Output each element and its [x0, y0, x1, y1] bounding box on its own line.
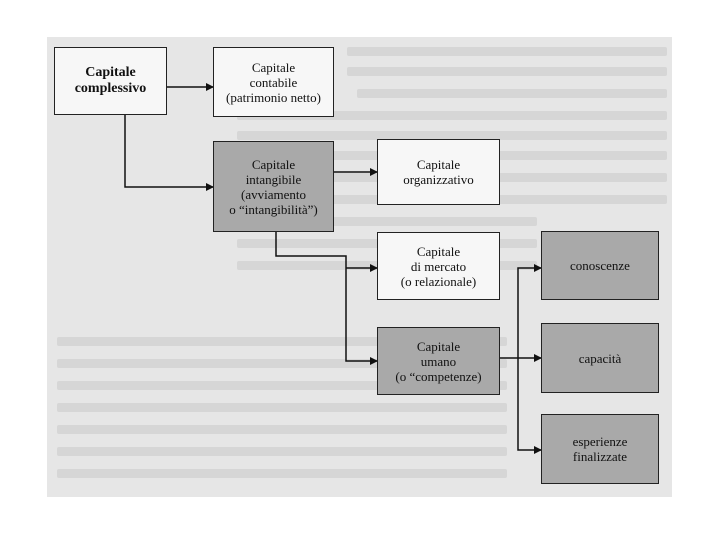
node-conoscenze: conoscenze [541, 231, 659, 300]
node-capitale-mercato: Capitale di mercato (o relazionale) [377, 232, 500, 300]
arrow-umano-esperienze [518, 358, 541, 450]
arrow-intangibile-umano [276, 232, 377, 361]
node-capitale-intangibile: Capitale intangibile (avviamento o “intangibilità”) [213, 141, 334, 232]
arrow-umano-conoscenze [518, 268, 541, 358]
node-esperienze-finalizzate: esperienze finalizzate [541, 414, 659, 484]
node-capitale-contabile: Capitale contabile (patrimonio netto) [213, 47, 334, 117]
arrow-complessivo-intangibile [125, 115, 213, 187]
node-capitale-organizzativo: Capitale organizzativo [377, 139, 500, 205]
node-capacita: capacità [541, 323, 659, 393]
node-capitale-complessivo: Capitale complessivo [54, 47, 167, 115]
node-capitale-umano: Capitale umano (o “competenze) [377, 327, 500, 395]
